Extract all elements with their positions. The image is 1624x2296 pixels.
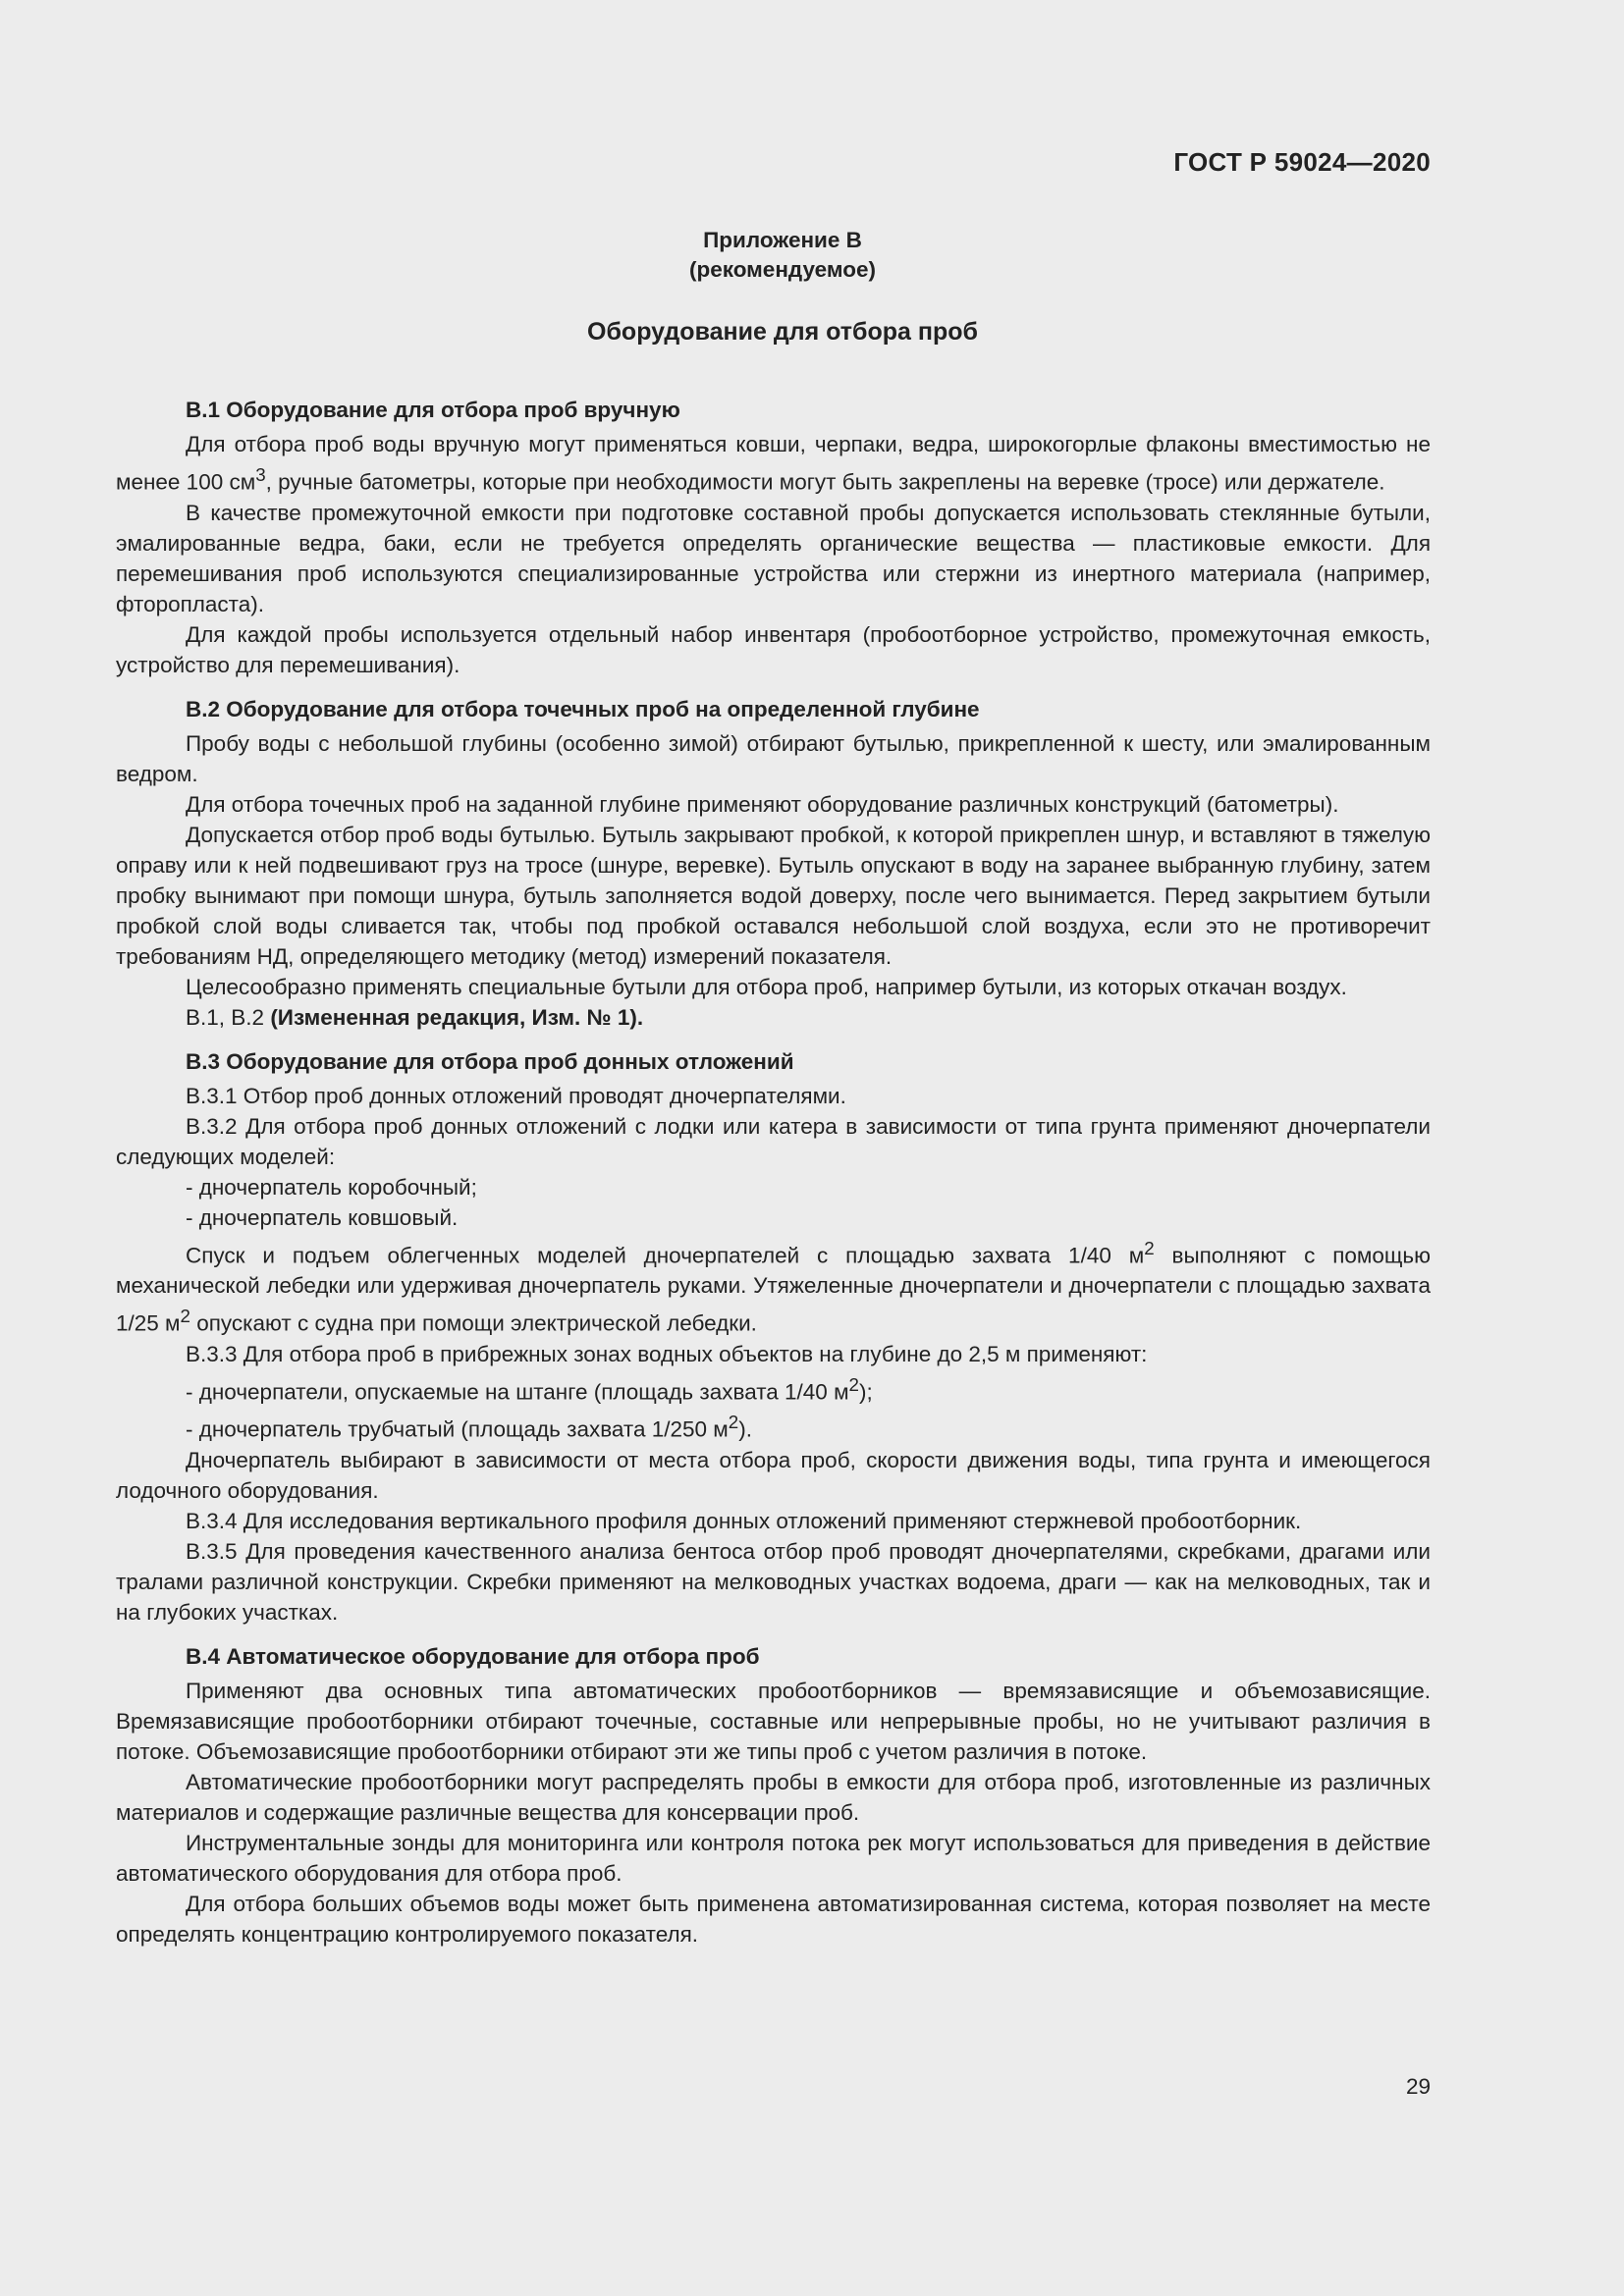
amendment-note: В.1, В.2 (Измененная редакция, Изм. № 1). xyxy=(186,1004,644,1030)
list-item: - дночерпатель трубчатый (площадь захвата 1/250 $м^2$). xyxy=(186,1412,752,1442)
appendix-label: Приложение В xyxy=(703,228,862,252)
paragraph: Для каждой пробы используется отдельный набор инвентаря (пробоотборное устройство, промежуточная емкость, устройство для перемешивания). xyxy=(116,621,1431,677)
section-title-b1: В.1 Оборудование для отбора проб вручную xyxy=(186,398,680,422)
paragraph: Применяют два основных типа автоматических пробоотборников — времязависящие и объемозависящие. Времязависящие пробоотборники отбирают точечные, составные или непрерывные пробы, но не учитывают различия в потоке. Объемозависящие пробоотборники отбирают эти же типы проб с учетом различия в потоке. xyxy=(116,1678,1431,1764)
paragraph: В.3.2 Для отбора проб донных отложений с лодки или катера в зависимости от типа грунта применяют дночерпатели следующих моделей: xyxy=(116,1113,1431,1169)
section-title-b3: В.3 Оборудование для отбора проб донных отложений xyxy=(186,1048,794,1074)
paragraph: Для отбора проб воды вручную могут применяться ковши, черпаки, ведра, широкогорлые флаконы вместимостью не менее 100 $см^3$, ручные батометры, которые при необходимости могут быть закреплены на веревке (тросе) или держателе. xyxy=(116,432,1431,495)
paragraph: Автоматические пробоотборники могут распределять пробы в емкости для отбора проб, изготовленные из различных материалов и содержащие различные вещества для консервации проб. xyxy=(116,1769,1431,1825)
appendix-heading xyxy=(0,226,1565,285)
section-title-b2: В.2 Оборудование для отбора точечных проб на определенной глубине xyxy=(186,696,980,721)
standard-header: ГОСТ Р 59024—2020 xyxy=(1173,147,1431,177)
paragraph: Пробу воды с небольшой глубины (особенно зимой) отбирают бутылью, прикрепленной к шесту, или эмалированным ведром. xyxy=(116,730,1431,786)
paragraph: В.3.3 Для отбора проб в прибрежных зонах водных объектов на глубине до 2,5 м применяют: xyxy=(186,1341,1148,1366)
appendix-type: (рекомендуемое) xyxy=(689,257,876,282)
page-number: 29 xyxy=(1405,2074,1431,2099)
paragraph: В.3.5 Для проведения качественного анализа бентоса отбор проб проводят дночерпателями, скребками, драгами или тралами различной конструкции. Скребки применяют на мелководных участках водоема, драги — как на мелководных, так и на глубоких участках. xyxy=(116,1538,1431,1625)
document-title: Оборудование для отбора проб xyxy=(587,318,978,346)
paragraph: Инструментальные зонды для мониторинга или контроля потока рек могут использоваться для приведения в действие автоматического оборудования для отбора проб. xyxy=(116,1830,1431,1886)
paragraph: Спуск и подъем облегченных моделей дночерпателей с площадью захвата 1/40 $м^2$ выполняют с помощью механической лебедки или удерживая дночерпатель руками. Утяжеленные дночерпатели и дночерпатели с площадью захвата 1/25 $м^2$ опускают с судна при помощи электрической лебедки. xyxy=(116,1237,1431,1336)
list-item: - дночерпатель коробочный; xyxy=(186,1174,477,1200)
section-title-b4: В.4 Автоматическое оборудование для отбора проб xyxy=(186,1643,760,1669)
paragraph: Для отбора больших объемов воды может быть применена автоматизированная система, которая позволяет на месте определять концентрацию контролируемого показателя. xyxy=(116,1891,1431,1947)
paragraph: В.3.4 Для исследования вертикального профиля донных отложений применяют стержневой пробоотборник. xyxy=(186,1508,1302,1533)
list-item: - дночерпатели, опускаемые на штанге (площадь захвата 1/40 $м^2$); xyxy=(186,1373,873,1404)
list-item: - дночерпатель ковшовый. xyxy=(186,1204,459,1230)
paragraph: Целесообразно применять специальные бутыли для отбора проб, например бутыли, из которых откачан воздух. xyxy=(186,974,1347,999)
paragraph: Дночерпатель выбирают в зависимости от места отбора проб, скорости движения воды, типа грунта и имеющегося лодочного оборудования. xyxy=(116,1447,1431,1503)
document-body xyxy=(116,395,1431,1949)
paragraph: В качестве промежуточной емкости при подготовке составной пробы допускается использовать стеклянные бутыли, эмалированные ведра, баки, если не требуется определять органические вещества — пластиковые емкости. Для перемешивания проб используются специализированные устройства или стержни из инертного материала (например, фторопласта). xyxy=(116,500,1431,616)
paragraph: Допускается отбор проб воды бутылью. Бутыль закрывают пробкой, к которой прикреплен шнур, и вставляют в тяжелую оправу или к ней подвешивают груз на тросе (шнуре, веревке). Бутыль опускают в воду на заранее выбранную глубину, затем пробку вынимают при помощи шнура, бутыль заполняется водой доверху, после чего вынимается. Перед закрытием бутыли пробкой слой воды сливается так, чтобы под пробкой оставался небольшой слой воздуха, если это не противоречит требованиям НД, определяющего методику (метод) измерений показателя. xyxy=(116,822,1431,969)
paragraph: В.3.1 Отбор проб донных отложений проводят дночерпателями. xyxy=(186,1083,846,1108)
paragraph: Для отбора точечных проб на заданной глубине применяют оборудование различных конструкций (батометры). xyxy=(186,791,1339,817)
